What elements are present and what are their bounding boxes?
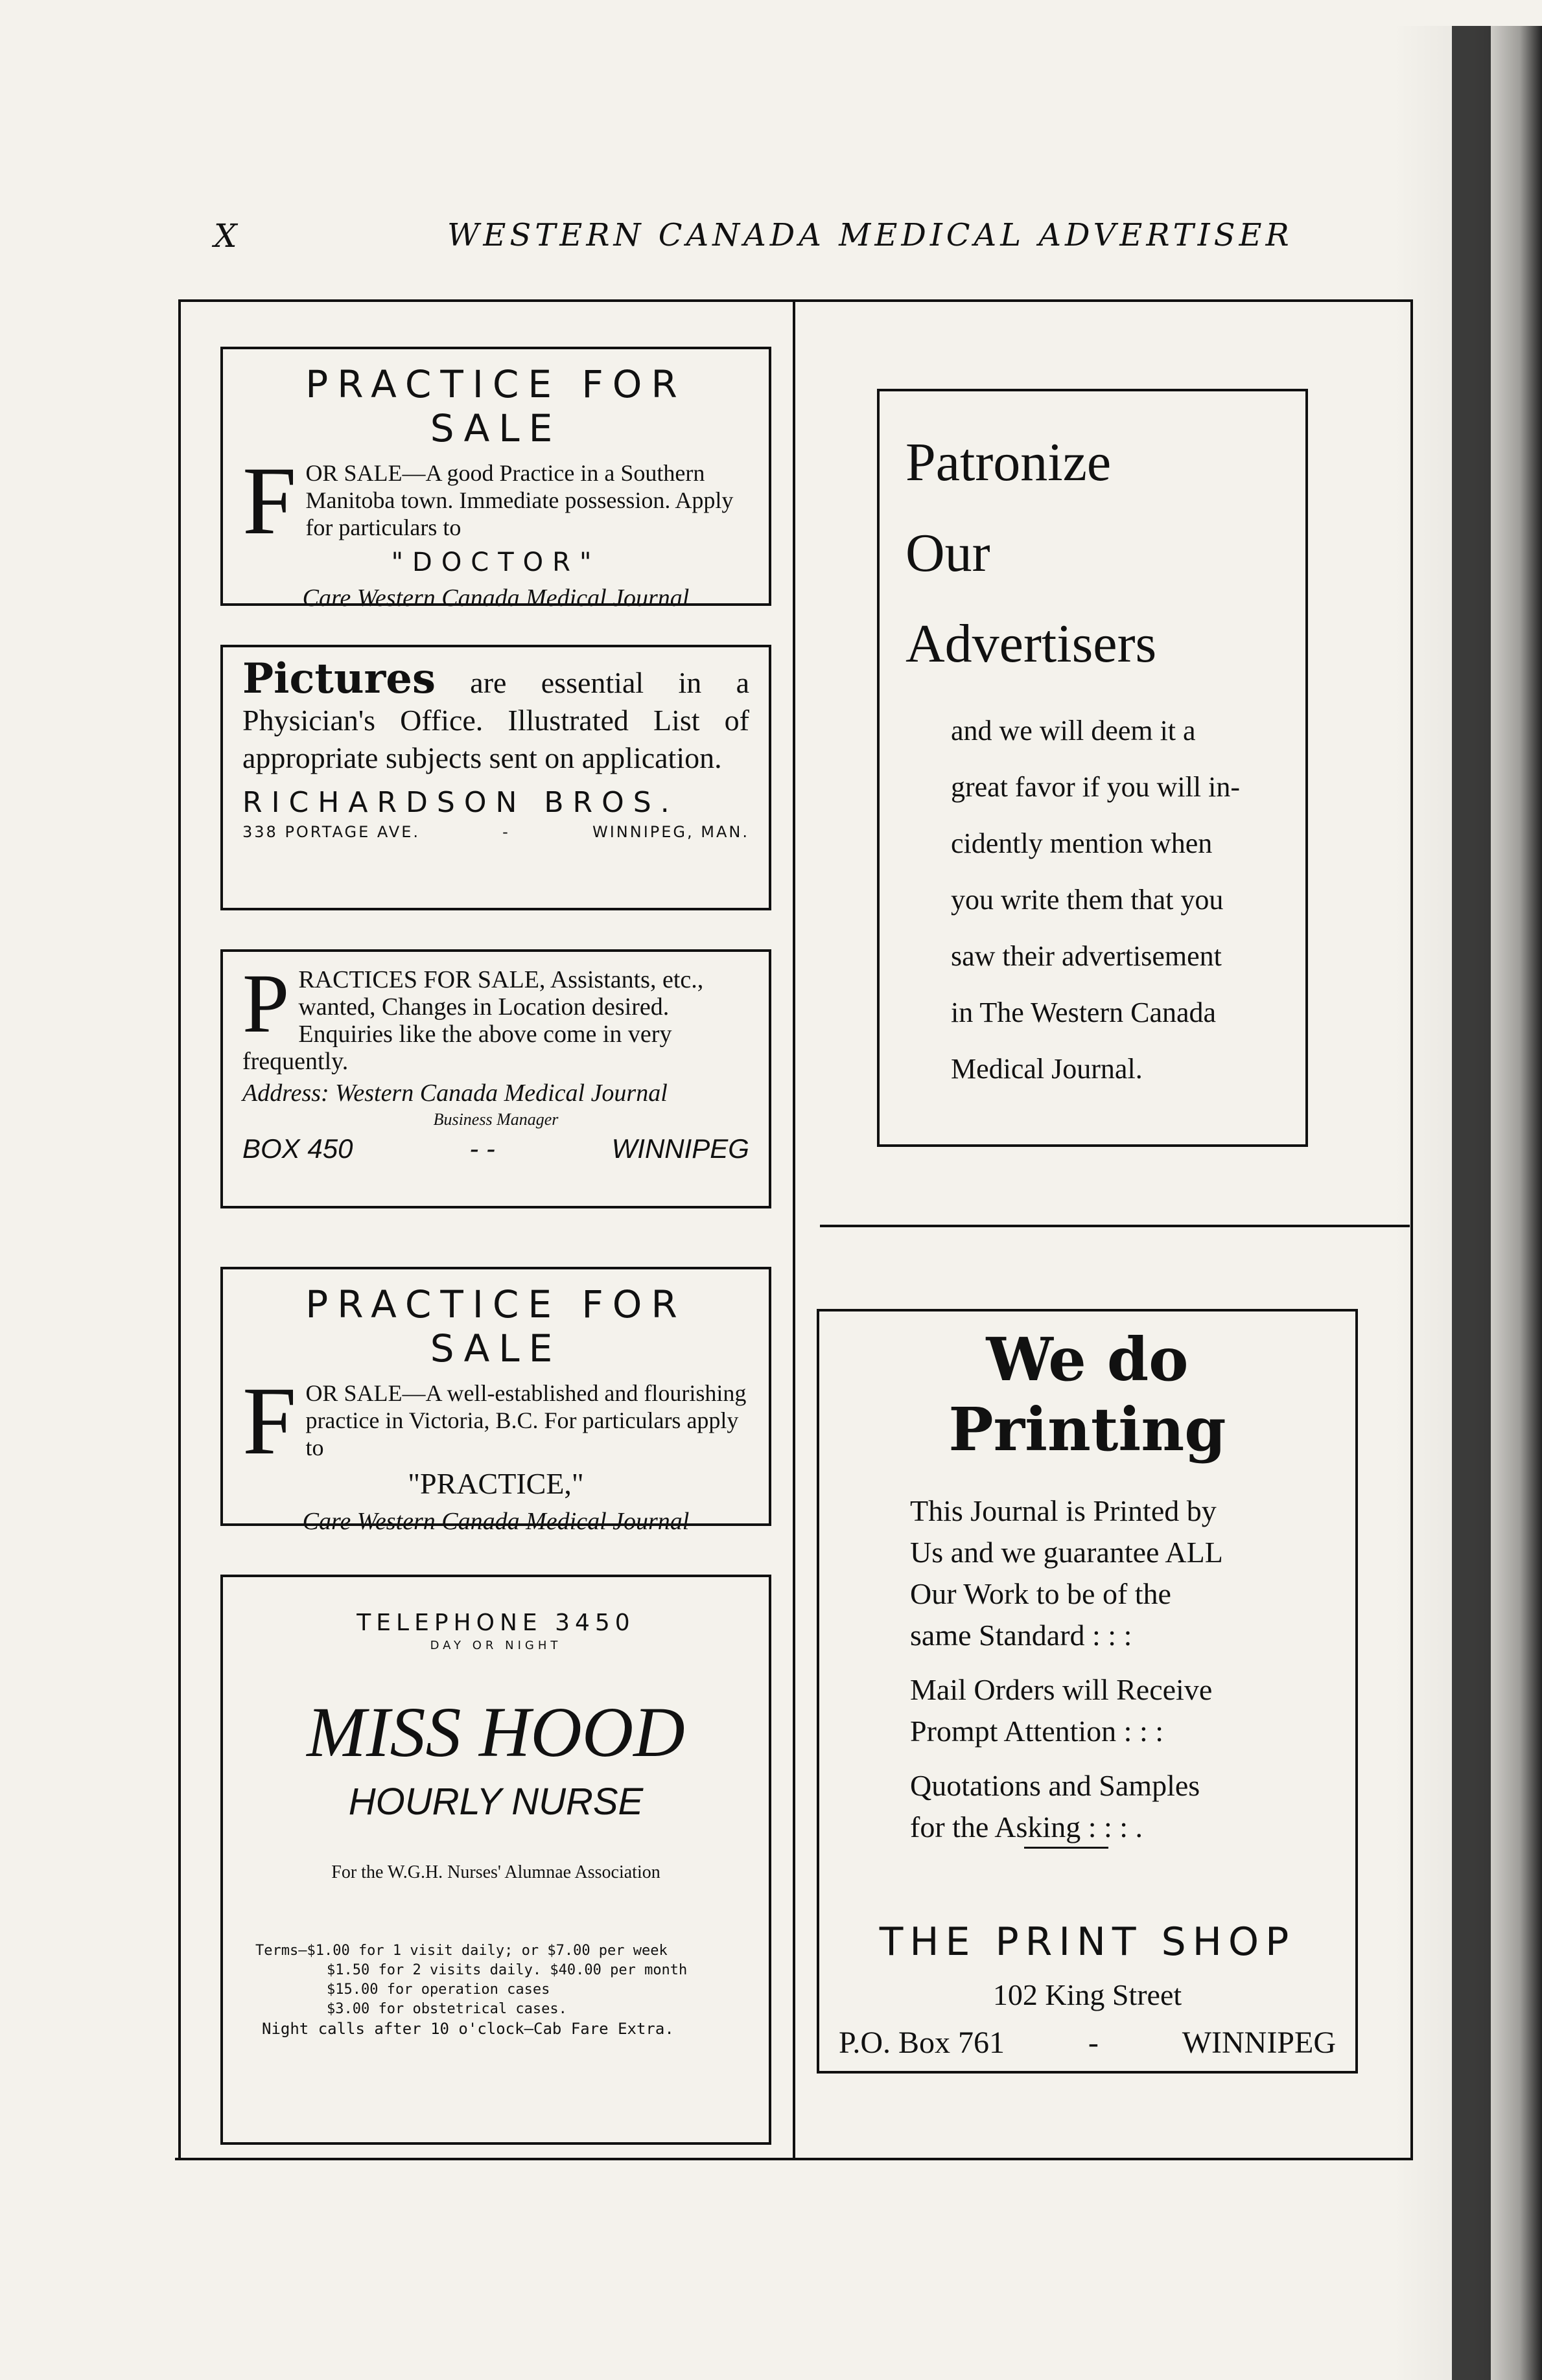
ad-terms xyxy=(242,1941,749,2039)
ad-body xyxy=(905,702,1279,1097)
ad-telephone: TELEPHONE 3450 xyxy=(356,1610,635,1636)
ad-body-text: are essential in a Physician's Office. Illustrated List of appropriate subjects sent on application. xyxy=(242,666,750,774)
shop-box: P.O. Box 761 xyxy=(839,2026,1005,2060)
ad-address xyxy=(242,823,749,841)
ad-practices-journal xyxy=(220,949,771,1208)
ad-company: RICHARDSON BROS. xyxy=(242,786,679,819)
frame-right-rule xyxy=(1410,299,1413,2159)
ad-slogan xyxy=(905,417,1279,689)
ad-print-shop xyxy=(817,1309,1358,2074)
body-line: Us and we guarantee ALL xyxy=(910,1536,1223,1569)
box-number: BOX 450 xyxy=(242,1133,353,1164)
ad-name: MISS HOOD xyxy=(307,1693,685,1772)
ad-body xyxy=(242,654,750,777)
box-dash: - - xyxy=(469,1133,495,1164)
right-column-separator xyxy=(820,1225,1410,1227)
drop-cap: F xyxy=(242,447,297,555)
ad-care-of: Care Western Canada Medical Journal xyxy=(302,584,690,612)
ad-reply-code: "DOCTOR" xyxy=(391,548,601,577)
ad-heading: PRACTICE FOR SALE xyxy=(305,362,686,450)
body-line: cidently mention when xyxy=(951,827,1213,859)
drop-cap: P xyxy=(242,957,290,1050)
ad-body xyxy=(242,1367,749,1475)
terms-line: $3.00 for obstetrical cases. xyxy=(327,2001,567,2017)
terms-line: Night calls after 10 o'clock—Cab Fare Extra. xyxy=(262,2020,674,2038)
box-city: WINNIPEG xyxy=(611,1133,749,1164)
address-separator: - xyxy=(502,823,510,841)
address-city: WINNIPEG, MAN. xyxy=(592,823,749,841)
page-number: X xyxy=(214,217,237,255)
ad-practice-for-sale-manitoba xyxy=(220,347,771,612)
shop-name: THE PRINT SHOP xyxy=(879,1919,1296,1965)
ad-body xyxy=(242,447,749,555)
terms-line: Terms—$1.00 for 1 visit daily; or $7.00 per week xyxy=(255,1943,668,1959)
body-line: Prompt Attention : : : xyxy=(910,1715,1164,1748)
ad-role: HOURLY NURSE xyxy=(348,1781,644,1823)
body-line: saw their advertisement xyxy=(951,940,1222,972)
ad-lead-word: Pictures xyxy=(242,654,436,703)
ad-body-text: RACTICES FOR SALE, Assistants, etc., wanted, Changes in Location desired. Enquiries like the above come in very frequently. xyxy=(242,966,704,1075)
body-line: This Journal is Printed by xyxy=(910,1494,1217,1527)
body-line: Mail Orders will Receive xyxy=(910,1673,1213,1706)
terms-line: $1.50 for 2 visits daily. $40.00 per month xyxy=(327,1962,688,1978)
body-line: Our Work to be of the xyxy=(910,1577,1171,1610)
ad-body xyxy=(242,957,749,1075)
shop-box-line xyxy=(839,2025,1336,2061)
slogan-line: Our xyxy=(905,523,990,583)
frame-bottom-rule xyxy=(175,2158,1413,2160)
ad-hours: DAY OR NIGHT xyxy=(430,1639,562,1652)
ad-manager: Business Manager xyxy=(433,1110,559,1129)
ad-heading: PRACTICE FOR SALE xyxy=(305,1282,686,1370)
shop-city: WINNIPEG xyxy=(1182,2026,1336,2060)
ad-body-text: OR SALE—A good Practice in a Southern Manitoba town. Immediate possession. Apply for particulars to xyxy=(305,460,734,540)
body-line: you write them that you xyxy=(951,884,1224,916)
drop-cap: F xyxy=(242,1367,297,1475)
ad-patronize-advertisers xyxy=(877,389,1308,1147)
body-line: Medical Journal. xyxy=(951,1053,1143,1085)
frame-top-rule xyxy=(178,299,1413,302)
body-line: and we will deem it a xyxy=(951,715,1196,746)
ad-body xyxy=(839,1490,1336,1848)
ad-heading: We do Printing xyxy=(948,1324,1226,1464)
ad-practice-for-sale-victoria xyxy=(220,1267,771,1535)
body-line: same Standard : : : xyxy=(910,1619,1132,1652)
slogan-line: Advertisers xyxy=(905,614,1157,674)
shop-street: 102 King Street xyxy=(992,1978,1182,2011)
terms-line: $15.00 for operation cases xyxy=(327,1981,550,1998)
ad-pictures-richardson xyxy=(220,645,771,910)
ad-box-line xyxy=(242,1133,749,1164)
body-line: in The Western Canada xyxy=(951,997,1217,1028)
ad-miss-hood-nurse xyxy=(220,1575,771,2145)
ad-care-of: Care Western Canada Medical Journal xyxy=(302,1508,690,1535)
ad-reply-code: "PRACTICE," xyxy=(408,1467,584,1500)
frame-left-rule xyxy=(178,299,181,2159)
page-header-title: WESTERN CANADA MEDICAL ADVERTISER xyxy=(447,217,1293,253)
shop-dash: - xyxy=(1088,2026,1099,2060)
body-line: Quotations and Samples xyxy=(910,1769,1200,1802)
body-line: great favor if you will in- xyxy=(951,771,1240,803)
column-divider xyxy=(793,299,795,2159)
slogan-line: Patronize xyxy=(905,432,1112,492)
address-street: 338 PORTAGE AVE. xyxy=(242,823,421,841)
ad-address: Address: Western Canada Medical Journal xyxy=(242,1080,668,1107)
ad-body-text: OR SALE—A well-established and flourishing practice in Victoria, B.C. For particulars apply to xyxy=(305,1380,747,1461)
scan-binding-strip xyxy=(1452,26,1491,2380)
body-line: for the Asking : : : . xyxy=(910,1810,1143,1843)
ad-association: For the W.G.H. Nurses' Alumnae Association xyxy=(331,1862,660,1882)
